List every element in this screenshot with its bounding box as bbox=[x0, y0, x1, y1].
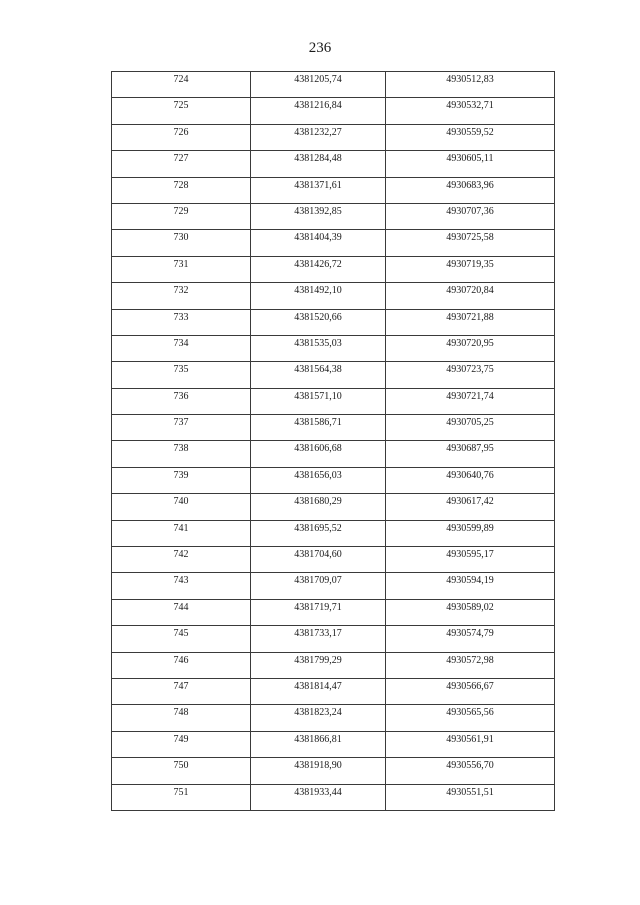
table-row bbox=[112, 335, 555, 361]
x-coordinate-cell: 4381492,10 bbox=[251, 283, 386, 309]
x-coordinate-cell: 4381371,61 bbox=[251, 177, 386, 203]
table-row bbox=[112, 177, 555, 203]
point-number-cell: 750 bbox=[112, 758, 251, 784]
point-number-cell: 745 bbox=[112, 626, 251, 652]
point-number-cell: 731 bbox=[112, 256, 251, 282]
point-number-cell: 742 bbox=[112, 547, 251, 573]
y-coordinate-cell: 4930532,71 bbox=[386, 98, 555, 124]
y-coordinate-cell: 4930719,35 bbox=[386, 256, 555, 282]
y-coordinate-cell: 4930512,83 bbox=[386, 72, 555, 98]
point-number-cell: 747 bbox=[112, 678, 251, 704]
x-coordinate-cell: 4381799,29 bbox=[251, 652, 386, 678]
table-row bbox=[112, 758, 555, 784]
y-coordinate-cell: 4930725,58 bbox=[386, 230, 555, 256]
point-number-cell: 726 bbox=[112, 124, 251, 150]
x-coordinate-cell: 4381709,07 bbox=[251, 573, 386, 599]
y-coordinate-cell: 4930721,74 bbox=[386, 388, 555, 414]
point-number-cell: 728 bbox=[112, 177, 251, 203]
table-row bbox=[112, 467, 555, 493]
point-number-cell: 746 bbox=[112, 652, 251, 678]
table-row bbox=[112, 626, 555, 652]
x-coordinate-cell: 4381392,85 bbox=[251, 203, 386, 229]
table-row bbox=[112, 494, 555, 520]
table-row bbox=[112, 678, 555, 704]
table-row bbox=[112, 283, 555, 309]
x-coordinate-cell: 4381535,03 bbox=[251, 335, 386, 361]
y-coordinate-cell: 4930561,91 bbox=[386, 731, 555, 757]
x-coordinate-cell: 4381205,74 bbox=[251, 72, 386, 98]
point-number-cell: 737 bbox=[112, 415, 251, 441]
point-number-cell: 732 bbox=[112, 283, 251, 309]
x-coordinate-cell: 4381232,27 bbox=[251, 124, 386, 150]
y-coordinate-cell: 4930687,95 bbox=[386, 441, 555, 467]
table-row bbox=[112, 573, 555, 599]
table-row bbox=[112, 441, 555, 467]
x-coordinate-cell: 4381918,90 bbox=[251, 758, 386, 784]
y-coordinate-cell: 4930572,98 bbox=[386, 652, 555, 678]
y-coordinate-cell: 4930599,89 bbox=[386, 520, 555, 546]
y-coordinate-cell: 4930720,95 bbox=[386, 335, 555, 361]
point-number-cell: 740 bbox=[112, 494, 251, 520]
x-coordinate-cell: 4381933,44 bbox=[251, 784, 386, 810]
y-coordinate-cell: 4930566,67 bbox=[386, 678, 555, 704]
table-row bbox=[112, 547, 555, 573]
x-coordinate-cell: 4381426,72 bbox=[251, 256, 386, 282]
y-coordinate-cell: 4930594,19 bbox=[386, 573, 555, 599]
point-number-cell: 744 bbox=[112, 599, 251, 625]
x-coordinate-cell: 4381814,47 bbox=[251, 678, 386, 704]
table-row bbox=[112, 151, 555, 177]
table-row bbox=[112, 705, 555, 731]
table-row bbox=[112, 652, 555, 678]
y-coordinate-cell: 4930707,36 bbox=[386, 203, 555, 229]
table-row bbox=[112, 256, 555, 282]
y-coordinate-cell: 4930640,76 bbox=[386, 467, 555, 493]
x-coordinate-cell: 4381284,48 bbox=[251, 151, 386, 177]
x-coordinate-cell: 4381823,24 bbox=[251, 705, 386, 731]
point-number-cell: 751 bbox=[112, 784, 251, 810]
point-number-cell: 748 bbox=[112, 705, 251, 731]
point-number-cell: 736 bbox=[112, 388, 251, 414]
page-number: 236 bbox=[308, 40, 332, 56]
y-coordinate-cell: 4930559,52 bbox=[386, 124, 555, 150]
y-coordinate-cell: 4930556,70 bbox=[386, 758, 555, 784]
x-coordinate-cell: 4381695,52 bbox=[251, 520, 386, 546]
table-row bbox=[112, 599, 555, 625]
point-number-cell: 725 bbox=[112, 98, 251, 124]
x-coordinate-cell: 4381520,66 bbox=[251, 309, 386, 335]
table-row bbox=[112, 98, 555, 124]
point-number-cell: 733 bbox=[112, 309, 251, 335]
point-number-cell: 741 bbox=[112, 520, 251, 546]
table-row bbox=[112, 124, 555, 150]
table-row bbox=[112, 731, 555, 757]
x-coordinate-cell: 4381866,81 bbox=[251, 731, 386, 757]
point-number-cell: 730 bbox=[112, 230, 251, 256]
x-coordinate-cell: 4381733,17 bbox=[251, 626, 386, 652]
coordinates-table bbox=[111, 71, 555, 811]
point-number-cell: 743 bbox=[112, 573, 251, 599]
point-number-cell: 727 bbox=[112, 151, 251, 177]
x-coordinate-cell: 4381704,60 bbox=[251, 547, 386, 573]
y-coordinate-cell: 4930721,88 bbox=[386, 309, 555, 335]
y-coordinate-cell: 4930565,56 bbox=[386, 705, 555, 731]
point-number-cell: 734 bbox=[112, 335, 251, 361]
y-coordinate-cell: 4930683,96 bbox=[386, 177, 555, 203]
point-number-cell: 729 bbox=[112, 203, 251, 229]
y-coordinate-cell: 4930605,11 bbox=[386, 151, 555, 177]
y-coordinate-cell: 4930705,25 bbox=[386, 415, 555, 441]
table-row bbox=[112, 230, 555, 256]
x-coordinate-cell: 4381404,39 bbox=[251, 230, 386, 256]
y-coordinate-cell: 4930589,02 bbox=[386, 599, 555, 625]
x-coordinate-cell: 4381656,03 bbox=[251, 467, 386, 493]
point-number-cell: 749 bbox=[112, 731, 251, 757]
x-coordinate-cell: 4381564,38 bbox=[251, 362, 386, 388]
x-coordinate-cell: 4381571,10 bbox=[251, 388, 386, 414]
y-coordinate-cell: 4930574,79 bbox=[386, 626, 555, 652]
y-coordinate-cell: 4930551,51 bbox=[386, 784, 555, 810]
y-coordinate-cell: 4930595,17 bbox=[386, 547, 555, 573]
table-row bbox=[112, 203, 555, 229]
y-coordinate-cell: 4930720,84 bbox=[386, 283, 555, 309]
y-coordinate-cell: 4930617,42 bbox=[386, 494, 555, 520]
point-number-cell: 724 bbox=[112, 72, 251, 98]
table-row bbox=[112, 309, 555, 335]
x-coordinate-cell: 4381719,71 bbox=[251, 599, 386, 625]
coordinates-table-body bbox=[112, 72, 555, 811]
y-coordinate-cell: 4930723,75 bbox=[386, 362, 555, 388]
table-row bbox=[112, 72, 555, 98]
point-number-cell: 738 bbox=[112, 441, 251, 467]
x-coordinate-cell: 4381680,29 bbox=[251, 494, 386, 520]
table-row bbox=[112, 415, 555, 441]
x-coordinate-cell: 4381606,68 bbox=[251, 441, 386, 467]
point-number-cell: 739 bbox=[112, 467, 251, 493]
point-number-cell: 735 bbox=[112, 362, 251, 388]
x-coordinate-cell: 4381586,71 bbox=[251, 415, 386, 441]
x-coordinate-cell: 4381216,84 bbox=[251, 98, 386, 124]
table-row bbox=[112, 362, 555, 388]
table-row bbox=[112, 388, 555, 414]
table-row bbox=[112, 784, 555, 810]
table-row bbox=[112, 520, 555, 546]
